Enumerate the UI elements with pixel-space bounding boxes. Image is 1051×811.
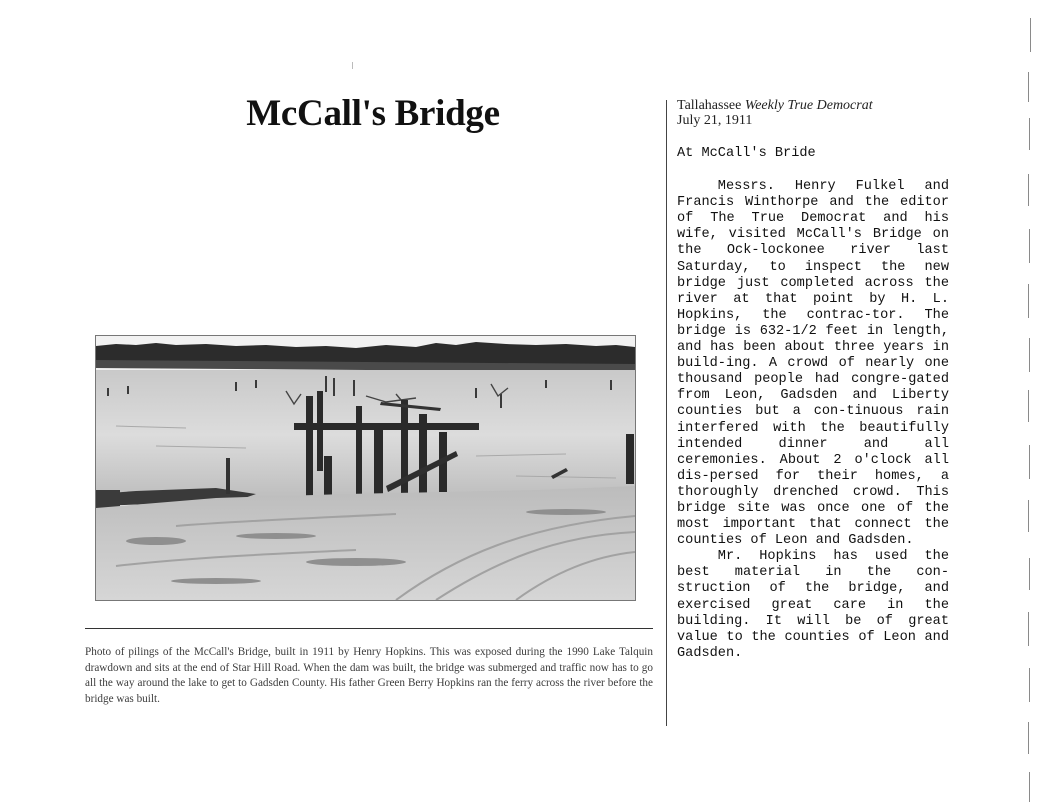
scan-edge-mark [1029,229,1030,263]
scan-artifact [352,62,353,69]
caption-divider [85,628,653,629]
publication-source [677,98,949,113]
scan-edge-mark [1029,445,1030,479]
scan-edge-mark [1029,338,1030,372]
page-title: McCall's Bridge [246,93,500,134]
scan-edge-mark [1029,668,1030,702]
scan-edge-mark [1028,72,1029,102]
scan-edge-mark [1028,722,1029,754]
scan-edge-mark [1029,772,1030,802]
article-body [677,179,949,662]
bridge-pilings-photo [95,335,636,601]
scan-edge-mark [1028,390,1029,422]
photo-caption: Photo of pilings of the McCall's Bridge, built in 1911 by Henry Hopkins. This was exposed during the 1990 Lake Talquin drawdown and sits at the end of Star Hill Road. When the dam was built, the bridge was submerged and traffic now has to go all the way around the lake to get to Gadsden County. His father Green Berry Hopkins ran the ferry across the river before the bridge was built. [85,646,653,706]
scan-edge-mark [1028,174,1029,206]
scan-edge-mark [1030,18,1031,52]
article-paragraph: Mr. Hopkins has used the best material in the con-struction of the bridge, and exercised great care in the building. It will be of great value to the counties of Leon and Gadsden. [677,549,949,661]
column-divider [666,100,667,726]
publication-city: Tallahassee [677,98,745,113]
scan-edge-mark [1028,284,1029,318]
article-column [677,98,949,662]
article-heading: At McCall's Bride [677,146,816,161]
publication-date: July 21, 1911 [677,113,753,128]
article-paragraph: Messrs. Henry Fulkel and Francis Winthorpe and the editor of The True Democrat and his wife, visited McCall's Bridge on the Ock-lockonee river last Saturday, to inspect the new bridge just completed across the river at that point by H. L. Hopkins, the contrac-tor. The bridge is 632-1/2 feet in length, and has been about three years in build-ing. A crowd of nearly one thousand people had congre-gated from Leon, Gadsden and Liberty counties but a con-tinuous rain interfered with the beautifully intended dinner and all ceremonies. About 2 o'clock all dis-persed for their homes, a thoroughly drenched crowd. This bridge site was once one of the most important that connect the counties of Leon and Gadsden. [677,179,949,549]
scan-edge-mark [1028,612,1029,646]
scan-edge-mark [1029,118,1030,150]
scan-edge-mark [1028,500,1029,532]
publication-name: Weekly True Democrat [744,98,873,113]
scan-edge-mark [1029,558,1030,590]
